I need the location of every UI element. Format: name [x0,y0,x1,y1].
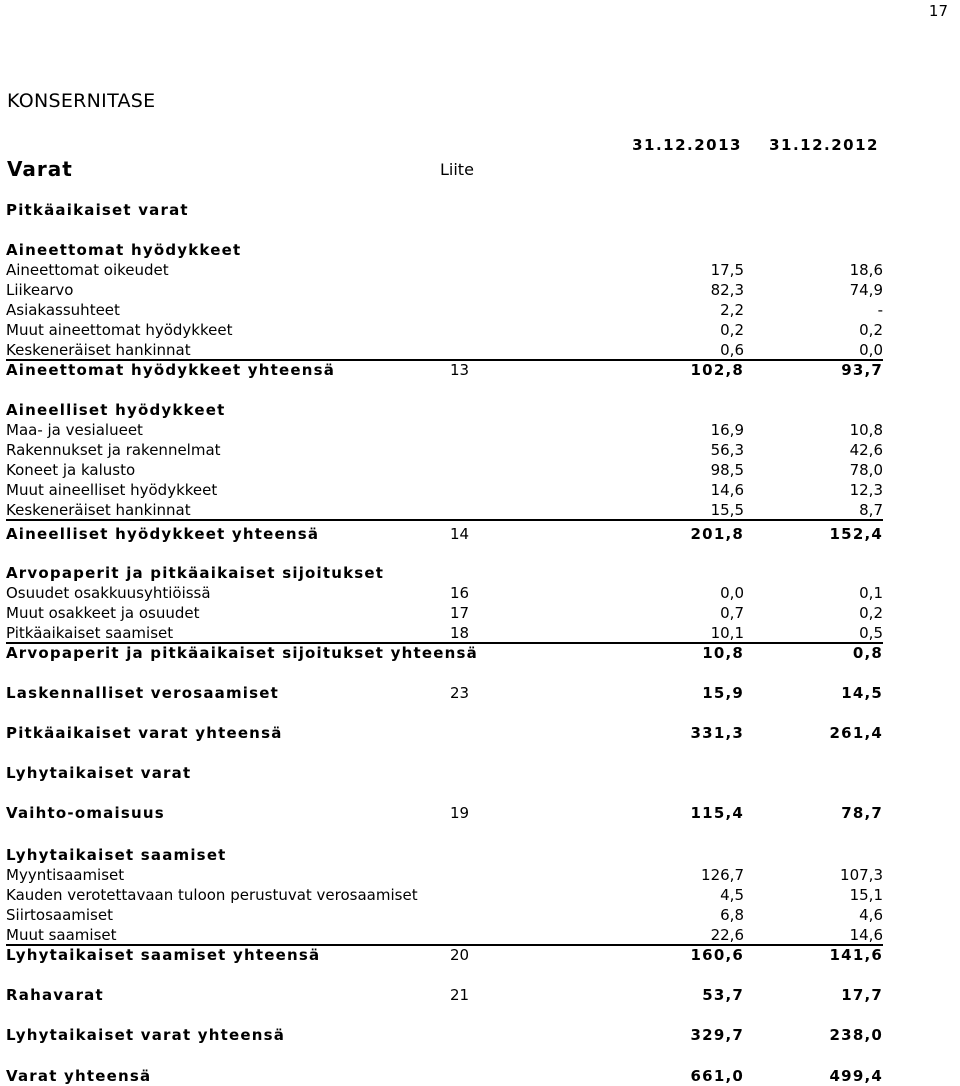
row-label: Arvopaperit ja pitkäaikaiset sijoitukset [6,564,385,582]
value-2012: 93,7 [841,361,883,379]
row-label: Pitkäaikaiset varat [6,201,189,219]
value-2013: 661,0 [690,1067,744,1085]
table-row [6,683,883,703]
value-2012: 17,7 [841,986,883,1004]
value-2013: 2,2 [720,301,744,319]
table-row [6,360,883,380]
value-2012: 238,0 [829,1026,883,1044]
value-2012: 0,2 [859,321,883,339]
value-2012: 14,6 [849,926,883,944]
row-label: Myyntisaamiset [6,866,125,884]
value-2013: 0,2 [720,321,744,339]
row-label: Muut osakkeet ja osuudet [6,604,200,622]
value-2012: 78,7 [841,804,883,822]
row-label: Aineelliset hyödykkeet [6,401,226,419]
table-row [6,623,883,643]
value-2013: 160,6 [690,946,744,964]
value-2013: 0,6 [720,341,744,359]
value-2012: 0,5 [859,624,883,642]
value-2012: 261,4 [829,724,883,742]
table-row [6,583,883,603]
value-2013: 10,1 [710,624,744,642]
page-title: KONSERNITASE [7,90,156,112]
value-2012: 152,4 [829,525,883,543]
table-row [6,440,883,460]
table-row [6,925,883,945]
row-label: Osuudet osakkuusyhtiöissä [6,584,211,602]
row-note: 13 [450,361,470,379]
table-row [6,1066,883,1086]
row-label: Lyhytaikaiset varat [6,764,192,782]
row-label: Siirtosaamiset [6,906,113,924]
value-2013: 17,5 [710,261,744,279]
value-2013: 15,5 [710,501,744,519]
year-2012-header: 31.12.2012 [769,136,879,154]
value-2013: 22,6 [710,926,744,944]
value-2012: 0,0 [859,341,883,359]
value-2013: 331,3 [690,724,744,742]
row-note: 21 [450,986,470,1004]
value-2012: 8,7 [859,501,883,519]
row-label: Maa- ja vesialueet [6,421,143,439]
row-label: Pitkäaikaiset saamiset [6,624,174,642]
row-note: 19 [450,804,470,822]
value-2012: 10,8 [849,421,883,439]
table-row [6,340,883,360]
value-2013: 16,9 [710,421,744,439]
table-row [6,603,883,623]
table-row [6,500,883,520]
row-label: Muut saamiset [6,926,117,944]
row-label: Pitkäaikaiset varat yhteensä [6,724,283,742]
row-label: Muut aineelliset hyödykkeet [6,481,218,499]
value-2013: 6,8 [720,906,744,924]
row-label: Keskeneräiset hankinnat [6,341,191,359]
table-row [6,300,883,320]
row-label: Laskennalliset verosaamiset [6,684,280,702]
table-row [6,885,883,905]
value-2012: - [877,301,883,319]
value-2012: 0,1 [859,584,883,602]
table-row [6,400,883,420]
row-note: 16 [450,584,470,602]
value-2012: 15,1 [849,886,883,904]
note-column-header: Liite [440,160,474,179]
value-2013: 102,8 [690,361,744,379]
table-row [6,280,883,300]
row-label: Aineettomat hyödykkeet yhteensä [6,361,336,379]
row-label: Aineelliset hyödykkeet yhteensä [6,525,320,543]
value-2012: 74,9 [849,281,883,299]
row-label: Kauden verotettavaan tuloon perustuvat verosaamiset [6,886,418,904]
page-number: 17 [928,2,948,20]
row-label: Arvopaperit ja pitkäaikaiset sijoitukset yhteensä [6,644,478,662]
row-label: Rakennukset ja rakennelmat [6,441,221,459]
row-label: Keskeneräiset hankinnat [6,501,191,519]
value-2013: 53,7 [702,986,744,1004]
table-row [6,563,883,583]
row-note: 23 [450,684,470,702]
value-2013: 14,6 [710,481,744,499]
value-2013: 0,0 [720,584,744,602]
value-2013: 201,8 [690,525,744,543]
table-row [6,1025,883,1045]
value-2013: 82,3 [710,281,744,299]
table-row [6,723,883,743]
row-label: Vaihto-omaisuus [6,804,165,822]
row-label: Lyhytaikaiset saamiset [6,846,227,864]
table-row [6,320,883,340]
value-2013: 98,5 [710,461,744,479]
row-label: Aineettomat oikeudet [6,261,169,279]
row-label: Liikearvo [6,281,74,299]
row-label: Muut aineettomat hyödykkeet [6,321,233,339]
row-label: Rahavarat [6,986,104,1004]
value-2012: 4,6 [859,906,883,924]
value-2013: 329,7 [690,1026,744,1044]
table-row [6,420,883,440]
row-note: 18 [450,624,470,642]
table-row [6,480,883,500]
value-2012: 0,2 [859,604,883,622]
value-2012: 107,3 [840,866,883,884]
value-2013: 0,7 [720,604,744,622]
section-title: Varat [7,157,73,181]
value-2012: 14,5 [841,684,883,702]
row-label: Lyhytaikaiset varat yhteensä [6,1026,286,1044]
row-label: Asiakassuhteet [6,301,120,319]
year-2013-header: 31.12.2013 [632,136,742,154]
value-2012: 499,4 [829,1067,883,1085]
row-note: 17 [450,604,470,622]
row-label: Lyhytaikaiset saamiset yhteensä [6,946,321,964]
value-2013: 126,7 [701,866,744,884]
value-2013: 10,8 [702,644,744,662]
row-note: 20 [450,946,470,964]
value-2012: 12,3 [849,481,883,499]
row-label: Aineettomat hyödykkeet [6,241,242,259]
row-label: Koneet ja kalusto [6,461,136,479]
table-row [6,865,883,885]
table-row [6,905,883,925]
value-2013: 15,9 [702,684,744,702]
value-2012: 18,6 [849,261,883,279]
row-note: 14 [450,525,470,543]
value-2012: 42,6 [849,441,883,459]
table-row [6,643,883,663]
table-row [6,985,883,1005]
table-row [6,260,883,280]
table-row [6,200,883,220]
value-2012: 141,6 [829,946,883,964]
table-row [6,945,883,965]
table-row [6,240,883,260]
table-row [6,763,883,783]
value-2013: 56,3 [710,441,744,459]
value-2013: 4,5 [720,886,744,904]
row-label: Varat yhteensä [6,1067,152,1085]
value-2012: 0,8 [852,644,883,662]
table-row [6,803,883,823]
value-2012: 78,0 [849,461,883,479]
table-row [6,524,883,544]
table-row [6,845,883,865]
value-2013: 115,4 [690,804,744,822]
table-row [6,460,883,480]
